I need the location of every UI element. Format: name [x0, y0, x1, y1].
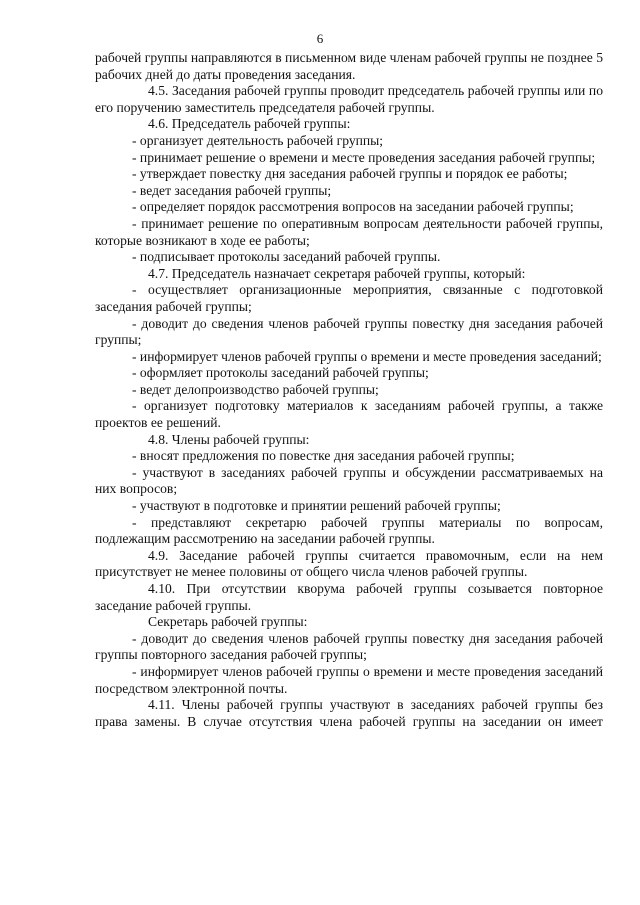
list-item: - организует деятельность рабочей группы; [132, 132, 384, 148]
secretary-heading: Секретарь рабочей группы: [148, 614, 308, 630]
list-item: - вносят предложения по повестке дня заседания рабочей группы; [132, 448, 515, 464]
list-item: - утверждает повестку дня заседания рабочей группы и порядок ее работы; [132, 166, 568, 182]
section-4-11: 4.11. Члены рабочей группы участвуют в заседаниях рабочей группы без права замены. В случае отсутствия члена рабочей группы на заседании он имеет [95, 697, 603, 729]
list-item: - принимает решение о времени и месте проведения заседания рабочей группы; [132, 149, 596, 165]
section-4-5: 4.5. Заседания рабочей группы проводит председатель рабочей группы или по его поручению заместитель председателя рабочей группы. [95, 83, 603, 115]
list-item: - оформляет протоколы заседаний рабочей группы; [132, 365, 429, 381]
list-item: - организует подготовку материалов к заседаниям рабочей группы, а также проектов ее решений. [95, 398, 603, 431]
list-item: - доводит до сведения членов рабочей группы повестку дня заседания рабочей группы; [95, 315, 603, 348]
section-4-7-heading: 4.7. Председатель назначает секретаря рабочей группы, который: [148, 265, 526, 281]
list-item: - участвуют в заседаниях рабочей группы и обсуждении рассматриваемых на них вопросов; [95, 464, 603, 497]
section-4-10: 4.10. При отсутствии кворума рабочей группы созывается повторное заседание рабочей группы. [95, 581, 603, 613]
list-item: - участвуют в подготовке и принятии решений рабочей группы; [132, 498, 501, 514]
list-item: - ведет заседания рабочей группы; [132, 182, 332, 198]
section-4-6-heading: 4.6. Председатель рабочей группы: [148, 116, 351, 132]
list-item: - информирует членов рабочей группы о времени и месте проведения заседаний; [132, 348, 602, 364]
section-4-8-heading: 4.8. Члены рабочей группы: [148, 431, 310, 447]
document-body [95, 50, 603, 730]
paragraph: рабочей группы направляются в письменном виде членам рабочей группы не позднее 5 рабочих дней до даты проведения заседания. [95, 50, 603, 82]
list-item: - ведет делопроизводство рабочей группы; [132, 381, 379, 397]
list-item: - представляют секретарю рабочей группы материалы по вопросам, подлежащим рассмотрению на заседании рабочей группы. [95, 514, 603, 547]
section-4-9: 4.9. Заседание рабочей группы считается правомочным, если на нем присутствует не менее половины от общего числа членов рабочей группы. [95, 547, 603, 580]
page-number: 6 [316, 31, 324, 46]
list-item: - информирует членов рабочей группы о времени и месте проведения заседаний посредством электронной почты. [95, 663, 603, 696]
list-item: - подписывает протоколы заседаний рабочей группы. [132, 249, 441, 265]
list-item: - доводит до сведения членов рабочей группы повестку дня заседания рабочей группы повторного заседания рабочей группы; [95, 630, 603, 663]
list-item: - принимает решение по оперативным вопросам деятельности рабочей группы, которые возникают в ходе ее работы; [95, 215, 603, 248]
list-item: - осуществляет организационные мероприятия, связанные с подготовкой заседания рабочей группы; [95, 282, 603, 314]
list-item: - определяет порядок рассмотрения вопросов на заседании рабочей группы; [132, 199, 574, 215]
